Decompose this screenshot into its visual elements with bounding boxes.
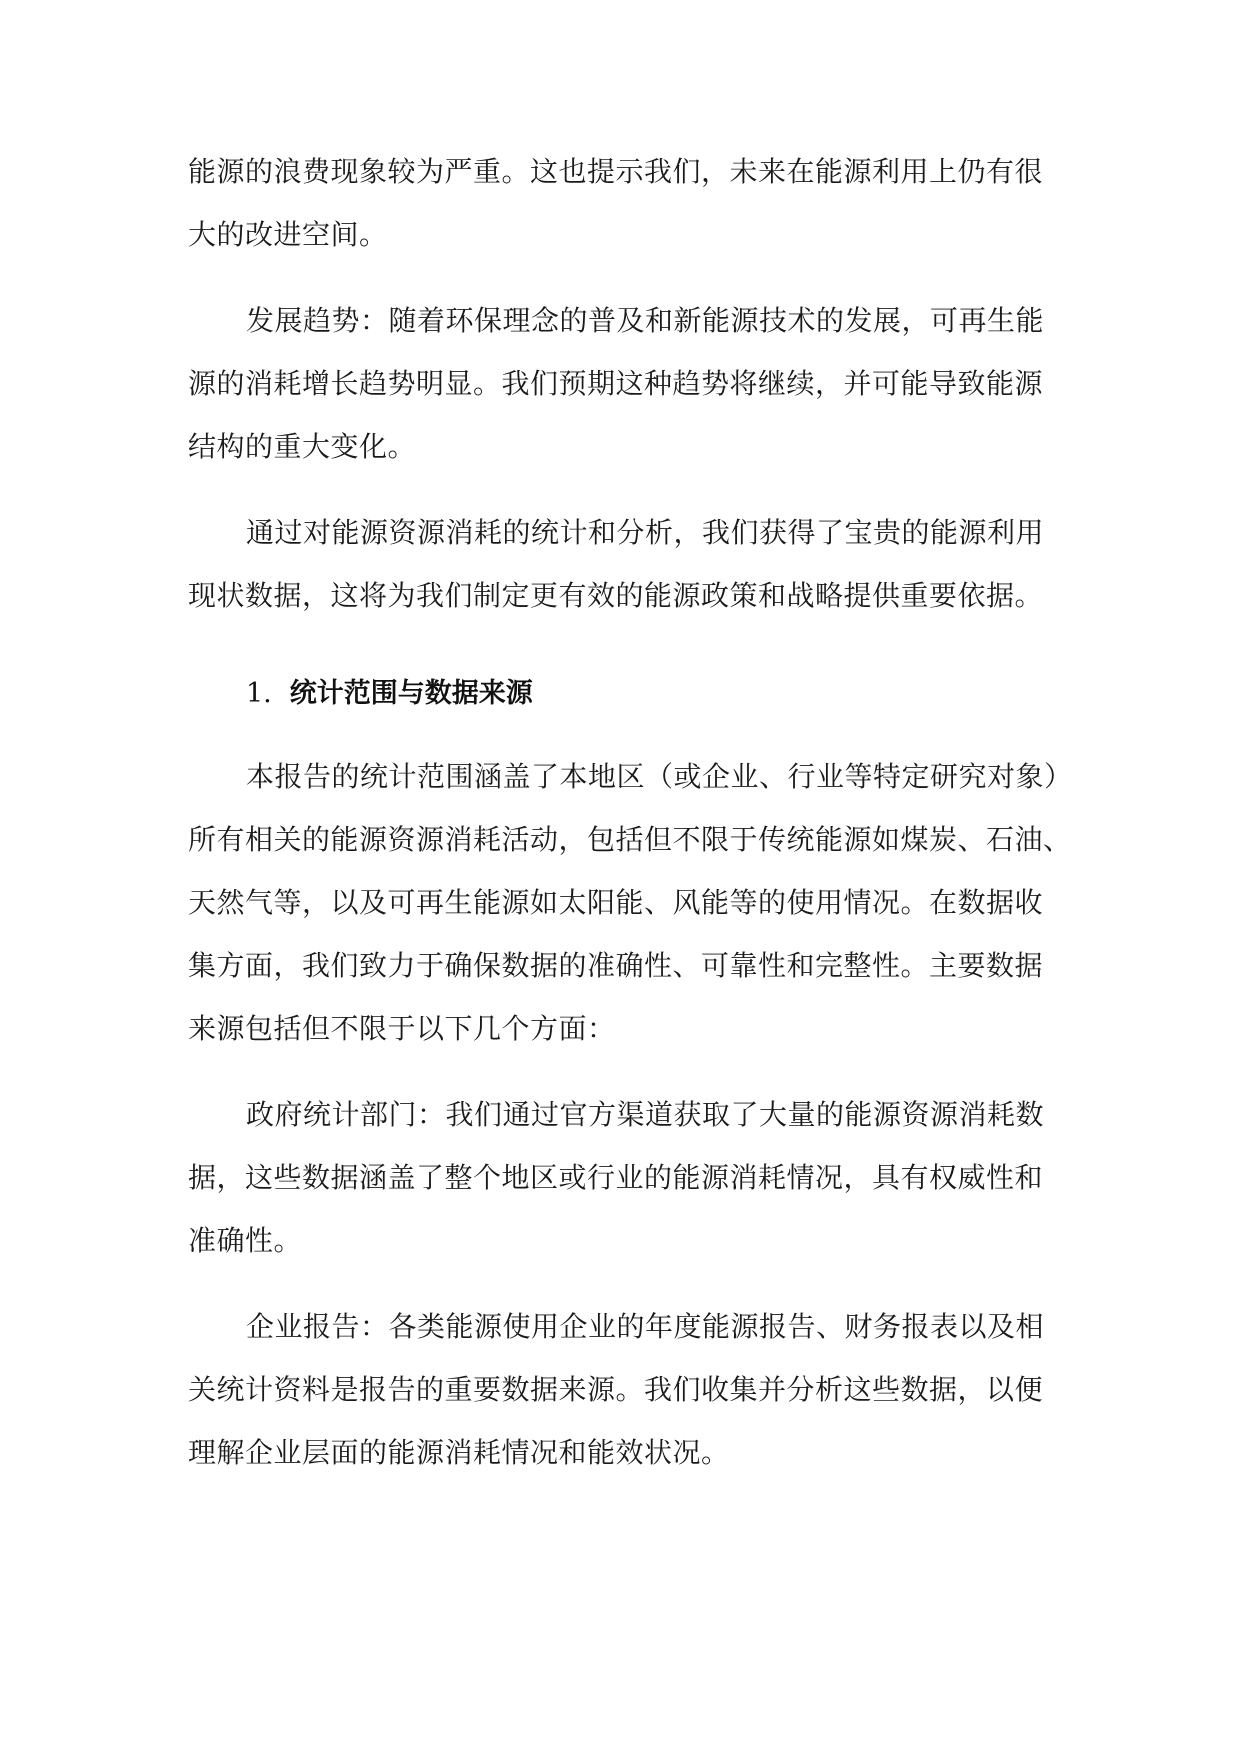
text-line: 准确性。 xyxy=(188,1224,303,1257)
text-line: 所有相关的能源资源消耗活动，包括但不限于传统能源如煤炭、石油、 xyxy=(188,823,1072,856)
paragraph-energy-waste xyxy=(188,140,1060,266)
text-line: 天然气等，以及可再生能源如太阳能、风能等的使用情况。在数据收 xyxy=(188,886,1044,919)
text-line: 源的消耗增长趋势明显。我们预期这种趋势将继续，并可能导致能源 xyxy=(188,367,1044,400)
section-number: 1. xyxy=(246,678,272,709)
text-line: 现状数据，这将为我们制定更有效的能源政策和战略提供重要依据。 xyxy=(188,579,1044,612)
text-line: 大的改进空间。 xyxy=(188,218,388,251)
text-line: 政府统计部门：我们通过官方渠道获取了大量的能源资源消耗数 xyxy=(246,1098,1045,1131)
text-line: 能源的浪费现象较为严重。这也提示我们，未来在能源利用上仍有很 xyxy=(188,155,1044,188)
paragraph-enterprise-source xyxy=(188,1295,1060,1484)
text-line: 本报告的统计范围涵盖了本地区（或企业、行业等特定研究对象） xyxy=(246,760,1073,793)
text-line: 通过对能源资源消耗的统计和分析，我们获得了宝贵的能源利用 xyxy=(246,516,1045,549)
paragraph-analysis-summary xyxy=(188,501,1060,627)
text-line: 集方面，我们致力于确保数据的准确性、可靠性和完整性。主要数据 xyxy=(188,949,1044,982)
document-body xyxy=(188,140,1073,1484)
paragraph-development-trend xyxy=(188,289,1060,478)
paragraph-scope xyxy=(188,745,1073,1060)
text-line: 理解企业层面的能源消耗情况和能效状况。 xyxy=(188,1436,730,1469)
text-line: 企业报告：各类能源使用企业的年度能源报告、财务报表以及相 xyxy=(246,1310,1045,1343)
text-line: 关统计资料是报告的重要数据来源。我们收集并分析这些数据，以便 xyxy=(188,1373,1044,1406)
text-line: 发展趋势：随着环保理念的普及和新能源技术的发展，可再生能 xyxy=(246,304,1045,337)
text-line: 结构的重大变化。 xyxy=(188,430,417,463)
section-title: 统计范围与数据来源 xyxy=(289,678,533,709)
section-heading xyxy=(188,662,1060,725)
text-line: 来源包括但不限于以下几个方面： xyxy=(188,1012,616,1045)
paragraph-government-source xyxy=(188,1083,1060,1272)
text-line: 据，这些数据涵盖了整个地区或行业的能源消耗情况，具有权威性和 xyxy=(188,1161,1044,1194)
